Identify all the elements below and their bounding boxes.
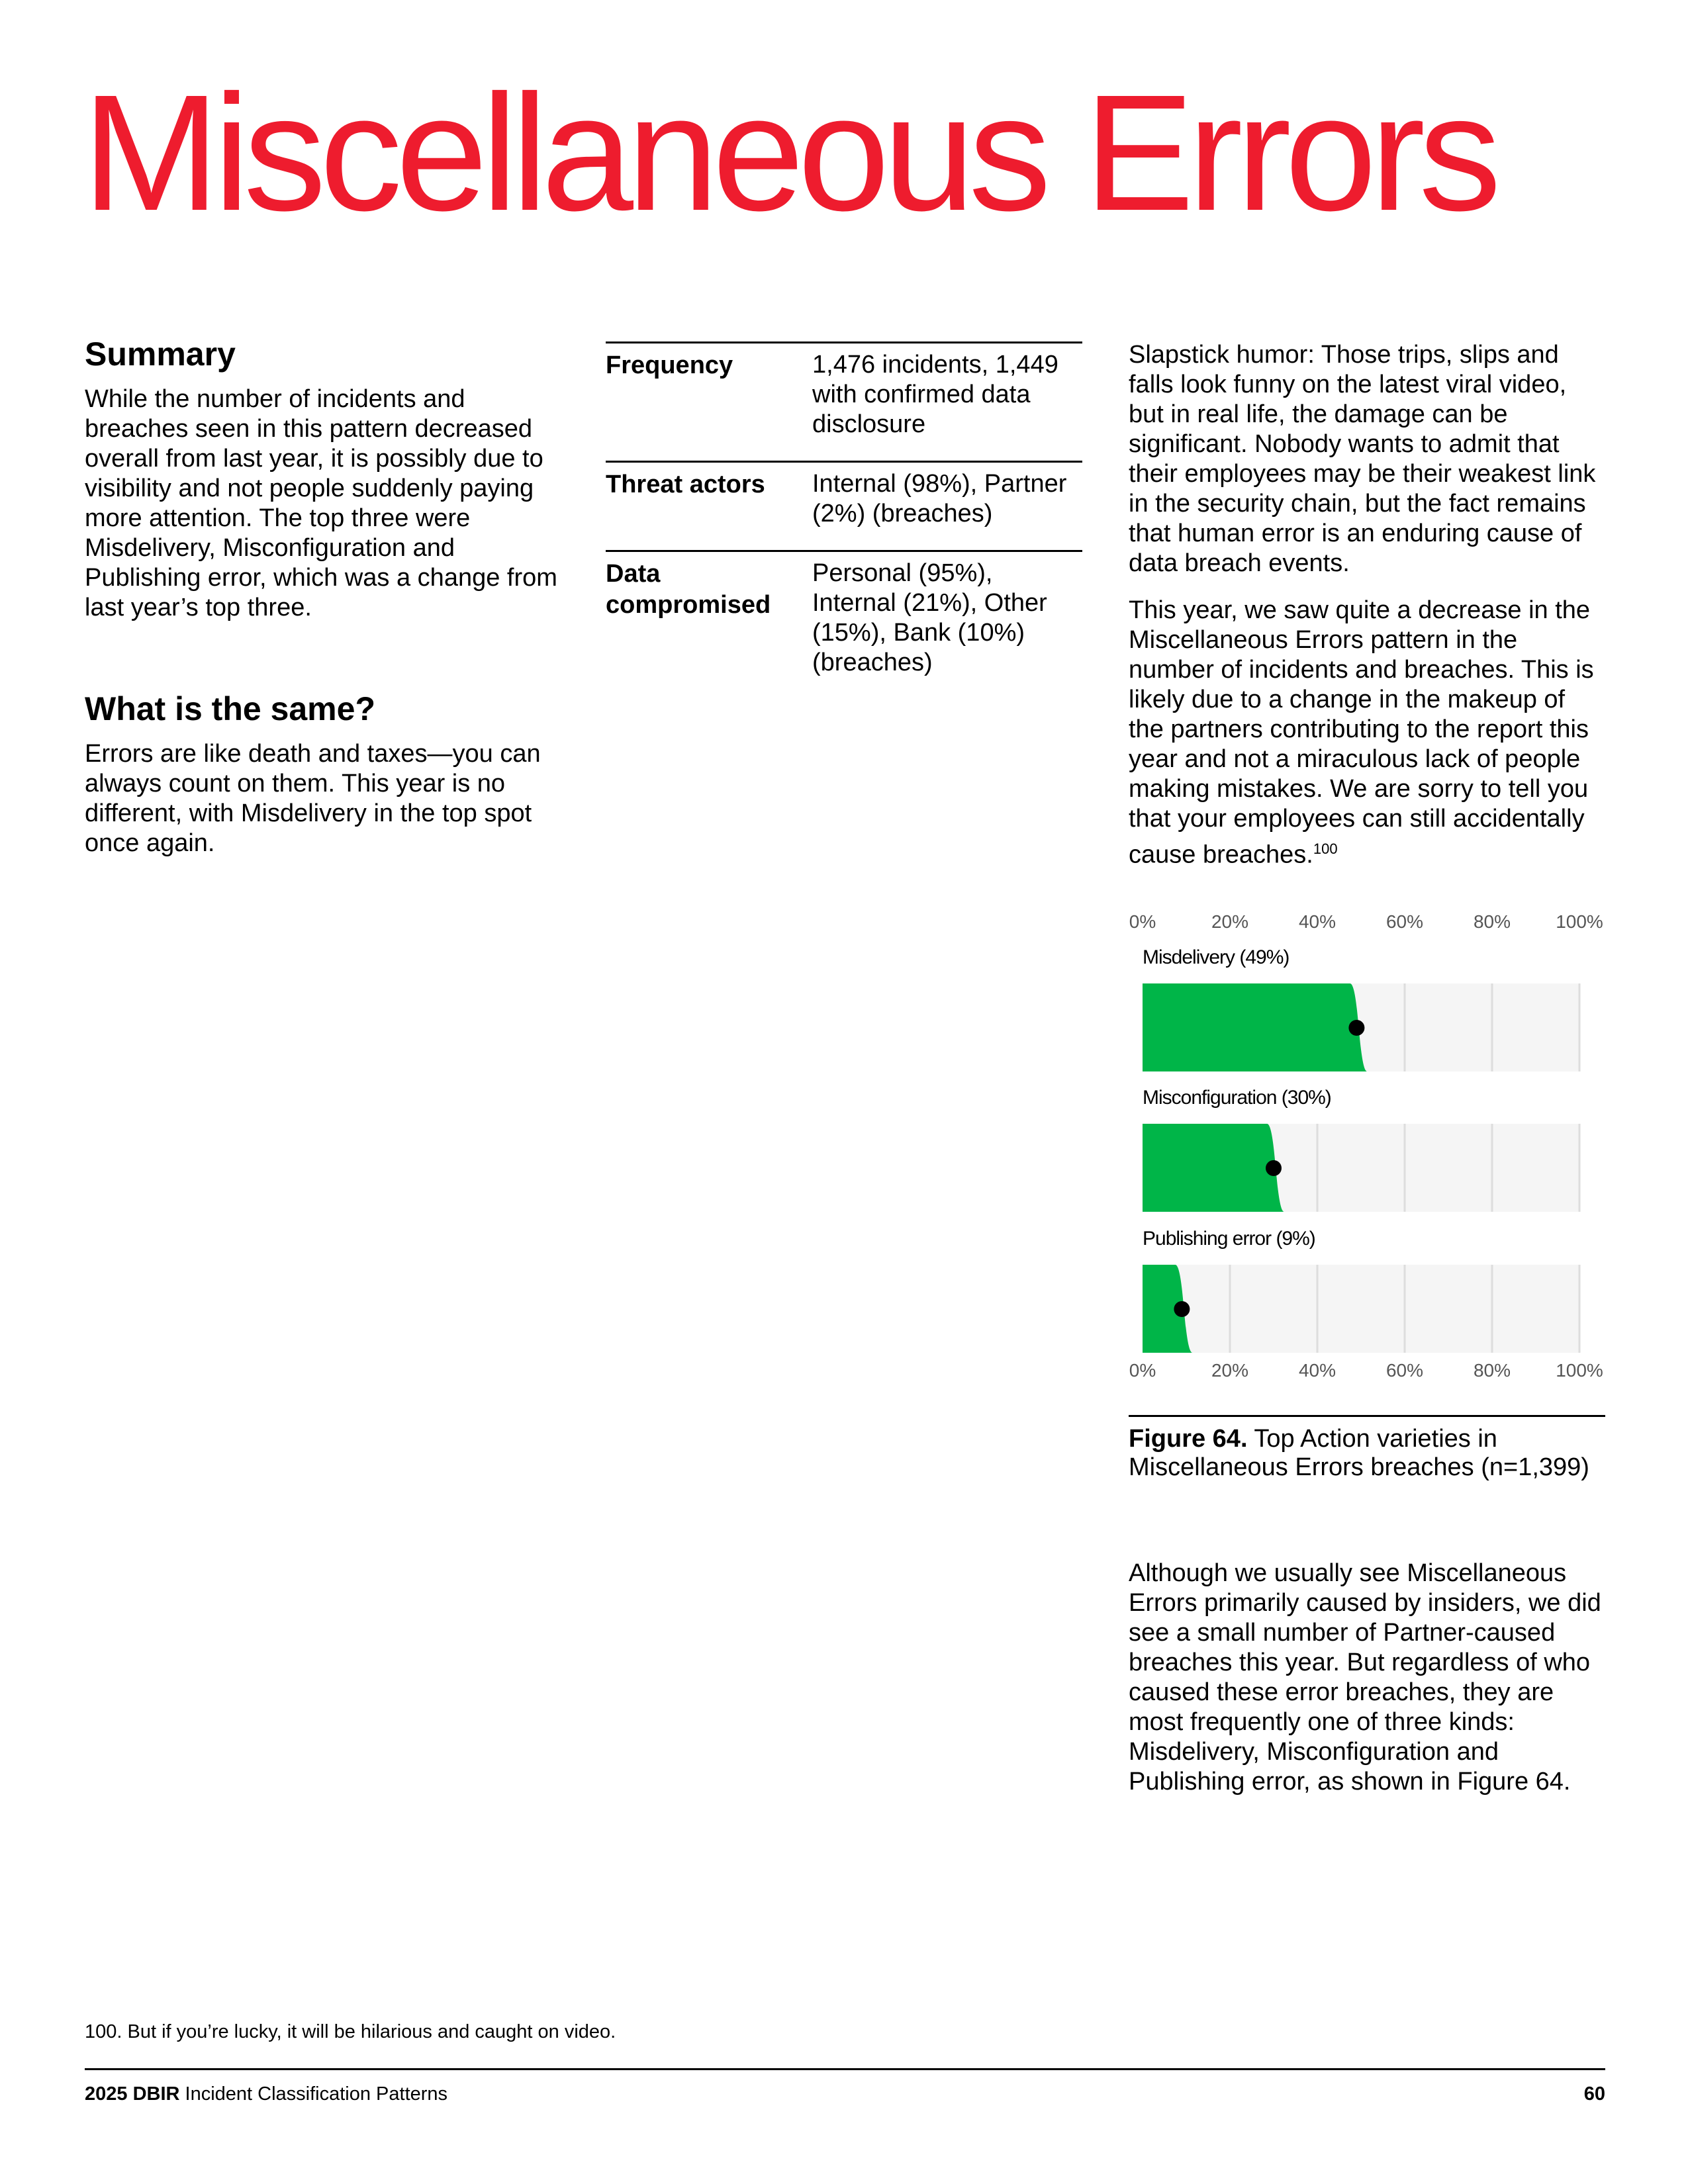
decrease-paragraph-text: This year, we saw quite a decrease in the Miscellaneous Errors pattern in the number of incidents and breaches. This is likely due to a change in the makeup of the partners contributing to the report this year and not a miraculous lack of people making mistakes. We are sorry to tell you that your employees can still accidentally cause breaches. (1129, 596, 1594, 869)
bar-track (1143, 1265, 1579, 1353)
tick-label-bottom: 80% (1473, 1360, 1511, 1381)
fact-label: Frequency (606, 351, 733, 379)
summary-text: While the number of incidents and breaches seen in this pattern decreased overall from last year, it is possibly due to visibility and not people suddenly paying more attention. The top three were Misdelivery, Misconfiguration and Publishing error, which was a change from last year’s top three. (85, 385, 557, 621)
page-title: Miscellaneous Errors (82, 60, 1495, 245)
insiders-paragraph: Although we usually see Miscellaneous Errors primarily caused by insiders, we did see a small number of Partner-caused breaches this year. But regardless of who caused these error breaches, they are most frequently one of three kinds: Misdelivery, Misconfiguration and Publishing error, as shown in Figure 64. (1129, 1559, 1601, 1796)
bar-value-marker (1266, 1160, 1282, 1176)
right-column (1129, 340, 1605, 870)
same-text: Errors are like death and taxes—you can always count on them. This year is no different, with Misdelivery in the top spot once again. (85, 740, 541, 857)
summary-heading: Summary (85, 336, 236, 373)
tick-label-bottom: 20% (1211, 1360, 1249, 1381)
chart-svg (1125, 907, 1615, 1396)
tick-label-top: 20% (1211, 911, 1249, 932)
facts-table (606, 341, 1082, 699)
bar-label: Misconfiguration (30%) (1143, 1087, 1331, 1109)
figure-64-chart (1125, 907, 1615, 1396)
tick-label-top: 80% (1473, 911, 1511, 932)
tick-label-bottom: 100% (1556, 1360, 1603, 1381)
tick-label-top: 60% (1385, 911, 1424, 932)
tick-label-top: 100% (1556, 911, 1603, 932)
fact-row-threat-actors (606, 461, 1082, 550)
bar (1143, 983, 1367, 1071)
after-chart-column (1129, 1559, 1605, 1797)
footer-report: 2025 DBIR (85, 2083, 180, 2105)
same-heading: What is the same? (85, 690, 375, 727)
tick-label-bottom: 40% (1298, 1360, 1336, 1381)
footnote-ref[interactable]: 100 (1313, 841, 1338, 857)
footer-left (85, 2082, 447, 2106)
fact-value: Personal (95%), Internal (21%), Other (15%), Bank (10%) (breaches) (812, 559, 1047, 676)
fact-row-data-compromised (606, 550, 1082, 699)
bar-value-marker (1348, 1020, 1364, 1036)
figure-caption (1129, 1415, 1605, 1482)
bar-label: Misdelivery (49%) (1143, 946, 1289, 968)
figure-caption-text: Top Action varieties in Miscellaneous Errors breaches (n=1,399) (1129, 1425, 1589, 1481)
tick-label-top: 0% (1129, 911, 1156, 932)
page-number: 60 (1583, 2083, 1605, 2105)
bar (1143, 1124, 1284, 1212)
intro-paragraph: Slapstick humor: Those trips, slips and falls look funny on the latest viral video, but in real life, the damage can be significant. Nobody wants to admit that their employees may be their weakest link in the security chain, but the fact remains that human error is an enduring cause of data breach events. (1129, 341, 1596, 577)
facts-column (606, 341, 1082, 699)
fact-row-frequency (606, 341, 1082, 461)
tick-label-bottom: 60% (1385, 1360, 1424, 1381)
fact-label: Threat actors (606, 471, 765, 498)
fact-value: Internal (98%), Partner (2%) (breaches) (812, 470, 1067, 527)
left-column (85, 334, 571, 858)
page-footer (85, 2068, 1605, 2106)
figure-label: Figure 64. (1129, 1425, 1248, 1453)
footer-section: Incident Classification Patterns (185, 2083, 448, 2105)
fact-label: Data compromised (606, 560, 771, 619)
bar-value-marker (1174, 1301, 1190, 1317)
tick-label-top: 40% (1298, 911, 1336, 932)
bar-label: Publishing error (9%) (1143, 1228, 1315, 1250)
decrease-paragraph (1129, 596, 1605, 870)
footnote: 100. But if you’re lucky, it will be hilarious and caught on video. (85, 2021, 616, 2042)
tick-label-bottom: 0% (1129, 1360, 1156, 1381)
fact-value: 1,476 incidents, 1,449 with confirmed data disclosure (812, 351, 1058, 438)
